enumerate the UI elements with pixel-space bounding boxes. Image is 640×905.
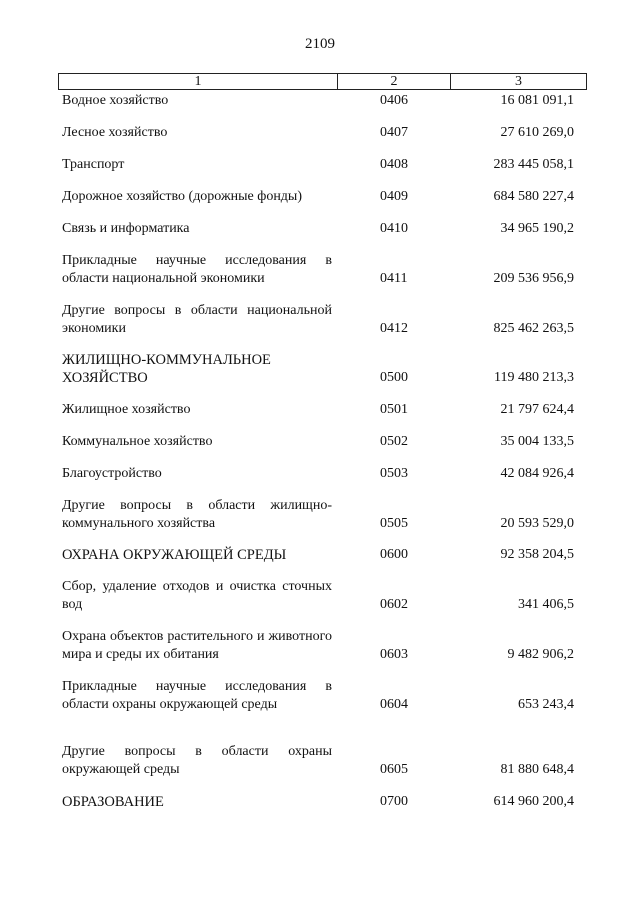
row-name: Другие вопросы в области национальной экономики [62, 303, 332, 336]
row-amount: 34 965 190,2 [500, 221, 574, 236]
row-name: ОХРАНА ОКРУЖАЮЩЕЙ СРЕДЫ [62, 547, 287, 563]
row-name: Сбор, удаление отходов и очистка сточных вод [62, 579, 332, 612]
row-code: 0502 [380, 434, 408, 449]
row-amount: 81 880 648,4 [500, 762, 574, 777]
row-name: Водное хозяйство [62, 93, 169, 108]
row-name: Жилищное хозяйство [62, 402, 191, 417]
row-code: 0600 [380, 547, 408, 562]
row-code: 0700 [380, 794, 408, 809]
table-header [58, 73, 587, 90]
header-col-1: 1 [59, 74, 338, 89]
row-code: 0411 [380, 271, 408, 286]
row-code: 0407 [380, 125, 408, 140]
row-code: 0603 [380, 647, 408, 662]
page-number: 2109 [305, 36, 335, 52]
header-col-3: 3 [515, 74, 522, 89]
header-col-2: 2 [338, 74, 451, 89]
row-amount: 35 004 133,5 [500, 434, 574, 449]
row-amount: 119 480 213,3 [494, 370, 574, 385]
row-code: 0412 [380, 321, 408, 336]
row-name: Прикладные научные исследования в области охраны окружающей среды [62, 679, 332, 712]
row-amount: 92 358 204,5 [500, 547, 574, 562]
row-code: 0605 [380, 762, 408, 777]
row-amount: 283 445 058,1 [493, 157, 574, 172]
row-amount: 20 593 529,0 [500, 516, 574, 531]
row-name: Дорожное хозяйство (дорожные фонды) [62, 189, 303, 204]
row-name: Транспорт [62, 157, 125, 172]
row-amount: 42 084 926,4 [500, 466, 574, 481]
row-code: 0501 [380, 402, 408, 417]
row-code: 0505 [380, 516, 408, 531]
row-amount: 9 482 906,2 [507, 647, 574, 662]
row-code: 0408 [380, 157, 408, 172]
row-name: Коммунальное хозяйство [62, 434, 213, 449]
row-code: 0602 [380, 597, 408, 612]
row-name: ЖИЛИЩНО-КОММУНАЛЬНОЕ ХОЗЯЙСТВО [62, 352, 271, 386]
row-name: Лесное хозяйство [62, 125, 168, 140]
row-amount: 825 462 263,5 [493, 321, 574, 336]
row-amount: 27 610 269,0 [500, 125, 574, 140]
row-name: ОБРАЗОВАНИЕ [62, 794, 164, 810]
row-code: 0500 [380, 370, 408, 385]
row-amount: 21 797 624,4 [500, 402, 574, 417]
row-name: Прикладные научные исследования в области национальной экономики [62, 253, 332, 286]
row-amount: 684 580 227,4 [493, 189, 574, 204]
row-code: 0406 [380, 93, 408, 108]
row-code: 0409 [380, 189, 408, 204]
row-amount: 16 081 091,1 [500, 93, 574, 108]
row-name: Охрана объектов растительного и животного мира и среды их обитания [62, 629, 332, 662]
row-amount: 614 960 200,4 [493, 794, 574, 809]
row-name: Благоустройство [62, 466, 162, 481]
row-amount: 653 243,4 [518, 697, 574, 712]
row-amount: 209 536 956,9 [493, 271, 574, 286]
row-code: 0503 [380, 466, 408, 481]
row-amount: 341 406,5 [518, 597, 574, 612]
row-name: Другие вопросы в области охраны окружающей среды [62, 744, 332, 777]
row-code: 0604 [380, 697, 408, 712]
row-code: 0410 [380, 221, 408, 236]
row-name: Другие вопросы в области жилищно-коммунального хозяйства [62, 498, 332, 531]
row-name: Связь и информатика [62, 221, 190, 236]
